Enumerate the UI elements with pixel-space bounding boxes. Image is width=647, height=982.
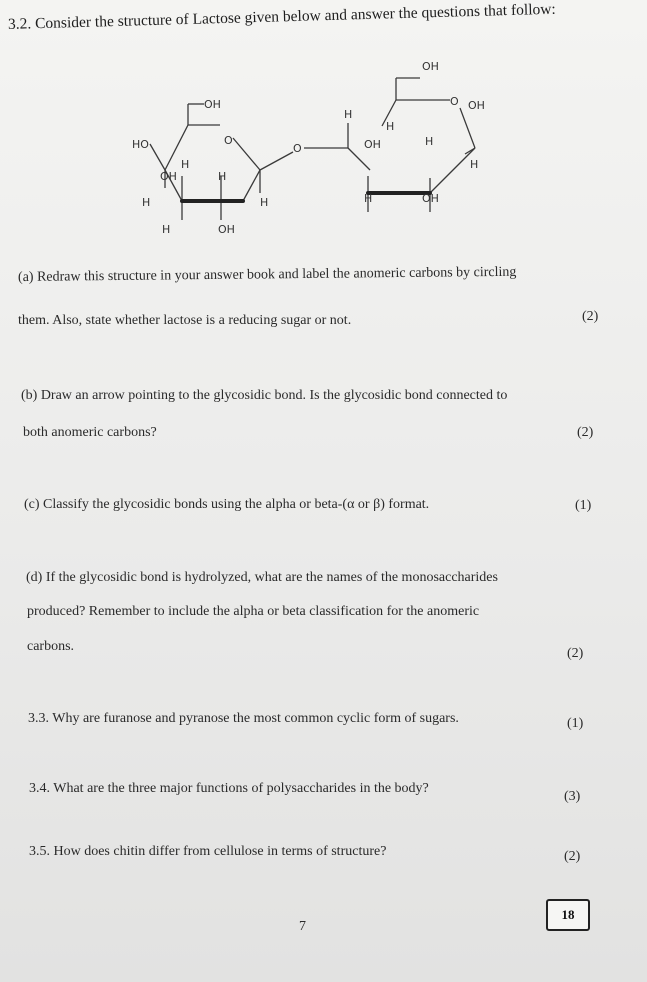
question-d-line-3: carbons. [27,639,75,654]
label-ring-o-left: O [224,134,233,147]
question-d-line-2: produced? Remember to include the alpha or beta classification for the anomeric [27,604,480,619]
question-3-4: 3.4. What are the three major functions of polysaccharides in the body? [29,781,429,796]
question-3-4-marks: (3) [564,789,581,804]
question-a-line-1: (a) Redraw this structure in your answer book and label the anomeric carbons by circling [17,264,517,285]
label-h-c5-right: H [344,108,353,121]
label-oh-c3: OH [218,223,235,236]
bond-left-c1-c2 [243,170,260,201]
question-c-line-1: (c) Classify the glycosidic bonds using the alpha or beta-(α or β) format. [24,497,430,512]
question-d-line-1: (d) If the glycosidic bond is hydrolyzed, what are the names of the monosaccharides [26,570,498,585]
label-oh-anomeric: OH [468,99,485,112]
label-ho-left: HO [132,138,149,151]
page-number: 7 [299,919,306,934]
question-3-3: 3.3. Why are furanose and pyranose the most common cyclic form of sugars. [28,711,459,726]
bond-glycosidic-left [260,152,293,170]
question-3-5-marks: (2) [564,849,581,864]
question-b-marks: (2) [577,425,594,440]
label-h-c1-right: H [470,158,479,171]
label-h-c5: H [218,170,227,183]
label-glycosidic-o: O [293,142,302,155]
label-oh-ch2-right: OH [422,60,439,73]
label-oh-c3-right: OH [364,138,381,151]
bond-right-o-c1 [460,108,475,148]
question-number: 3.2. [7,15,32,33]
total-marks-box: 18 [546,899,590,931]
bold-front-edges [182,193,430,201]
label-h-c1-left: H [260,196,269,209]
question-d-marks: (2) [567,646,584,661]
label-oh-ch2-left: OH [204,98,221,111]
question-3-3-marks: (1) [567,716,584,731]
bond-left-c4-oh [150,144,165,170]
label-h-c2-right: H [425,135,434,148]
lactose-structure-diagram [120,48,500,248]
question-a-marks: (2) [582,309,599,324]
label-oh-c4: OH [160,170,177,183]
label-h-c3-right: H [364,192,373,205]
label-ring-o-right: O [450,95,459,108]
question-text: Consider the structure of Lactose given below and answer the questions that follow: [34,0,556,33]
question-a-line-2: them. Also, state whether lactose is a reducing sugar or not. [18,313,352,328]
bond-right-c2-c1 [430,148,475,193]
label-h-c4-right: H [386,120,395,133]
question-c-marks: (1) [575,498,592,513]
bond-right-c4-c3 [348,148,370,170]
bond-left-o-c1 [233,138,260,170]
question-b-line-2: both anomeric carbons? [23,425,157,440]
label-h-c3-bottom: H [162,223,171,236]
label-oh-c2-right: OH [422,192,439,205]
question-3-5: 3.5. How does chitin differ from cellulose in terms of structure? [29,844,387,859]
question-3-2-prompt [8,1,556,34]
label-h-c4: H [181,158,190,171]
question-b-line-1: (b) Draw an arrow pointing to the glycosidic bond. Is the glycosidic bond connected to [21,388,508,403]
label-h-c3-top: H [142,196,151,209]
